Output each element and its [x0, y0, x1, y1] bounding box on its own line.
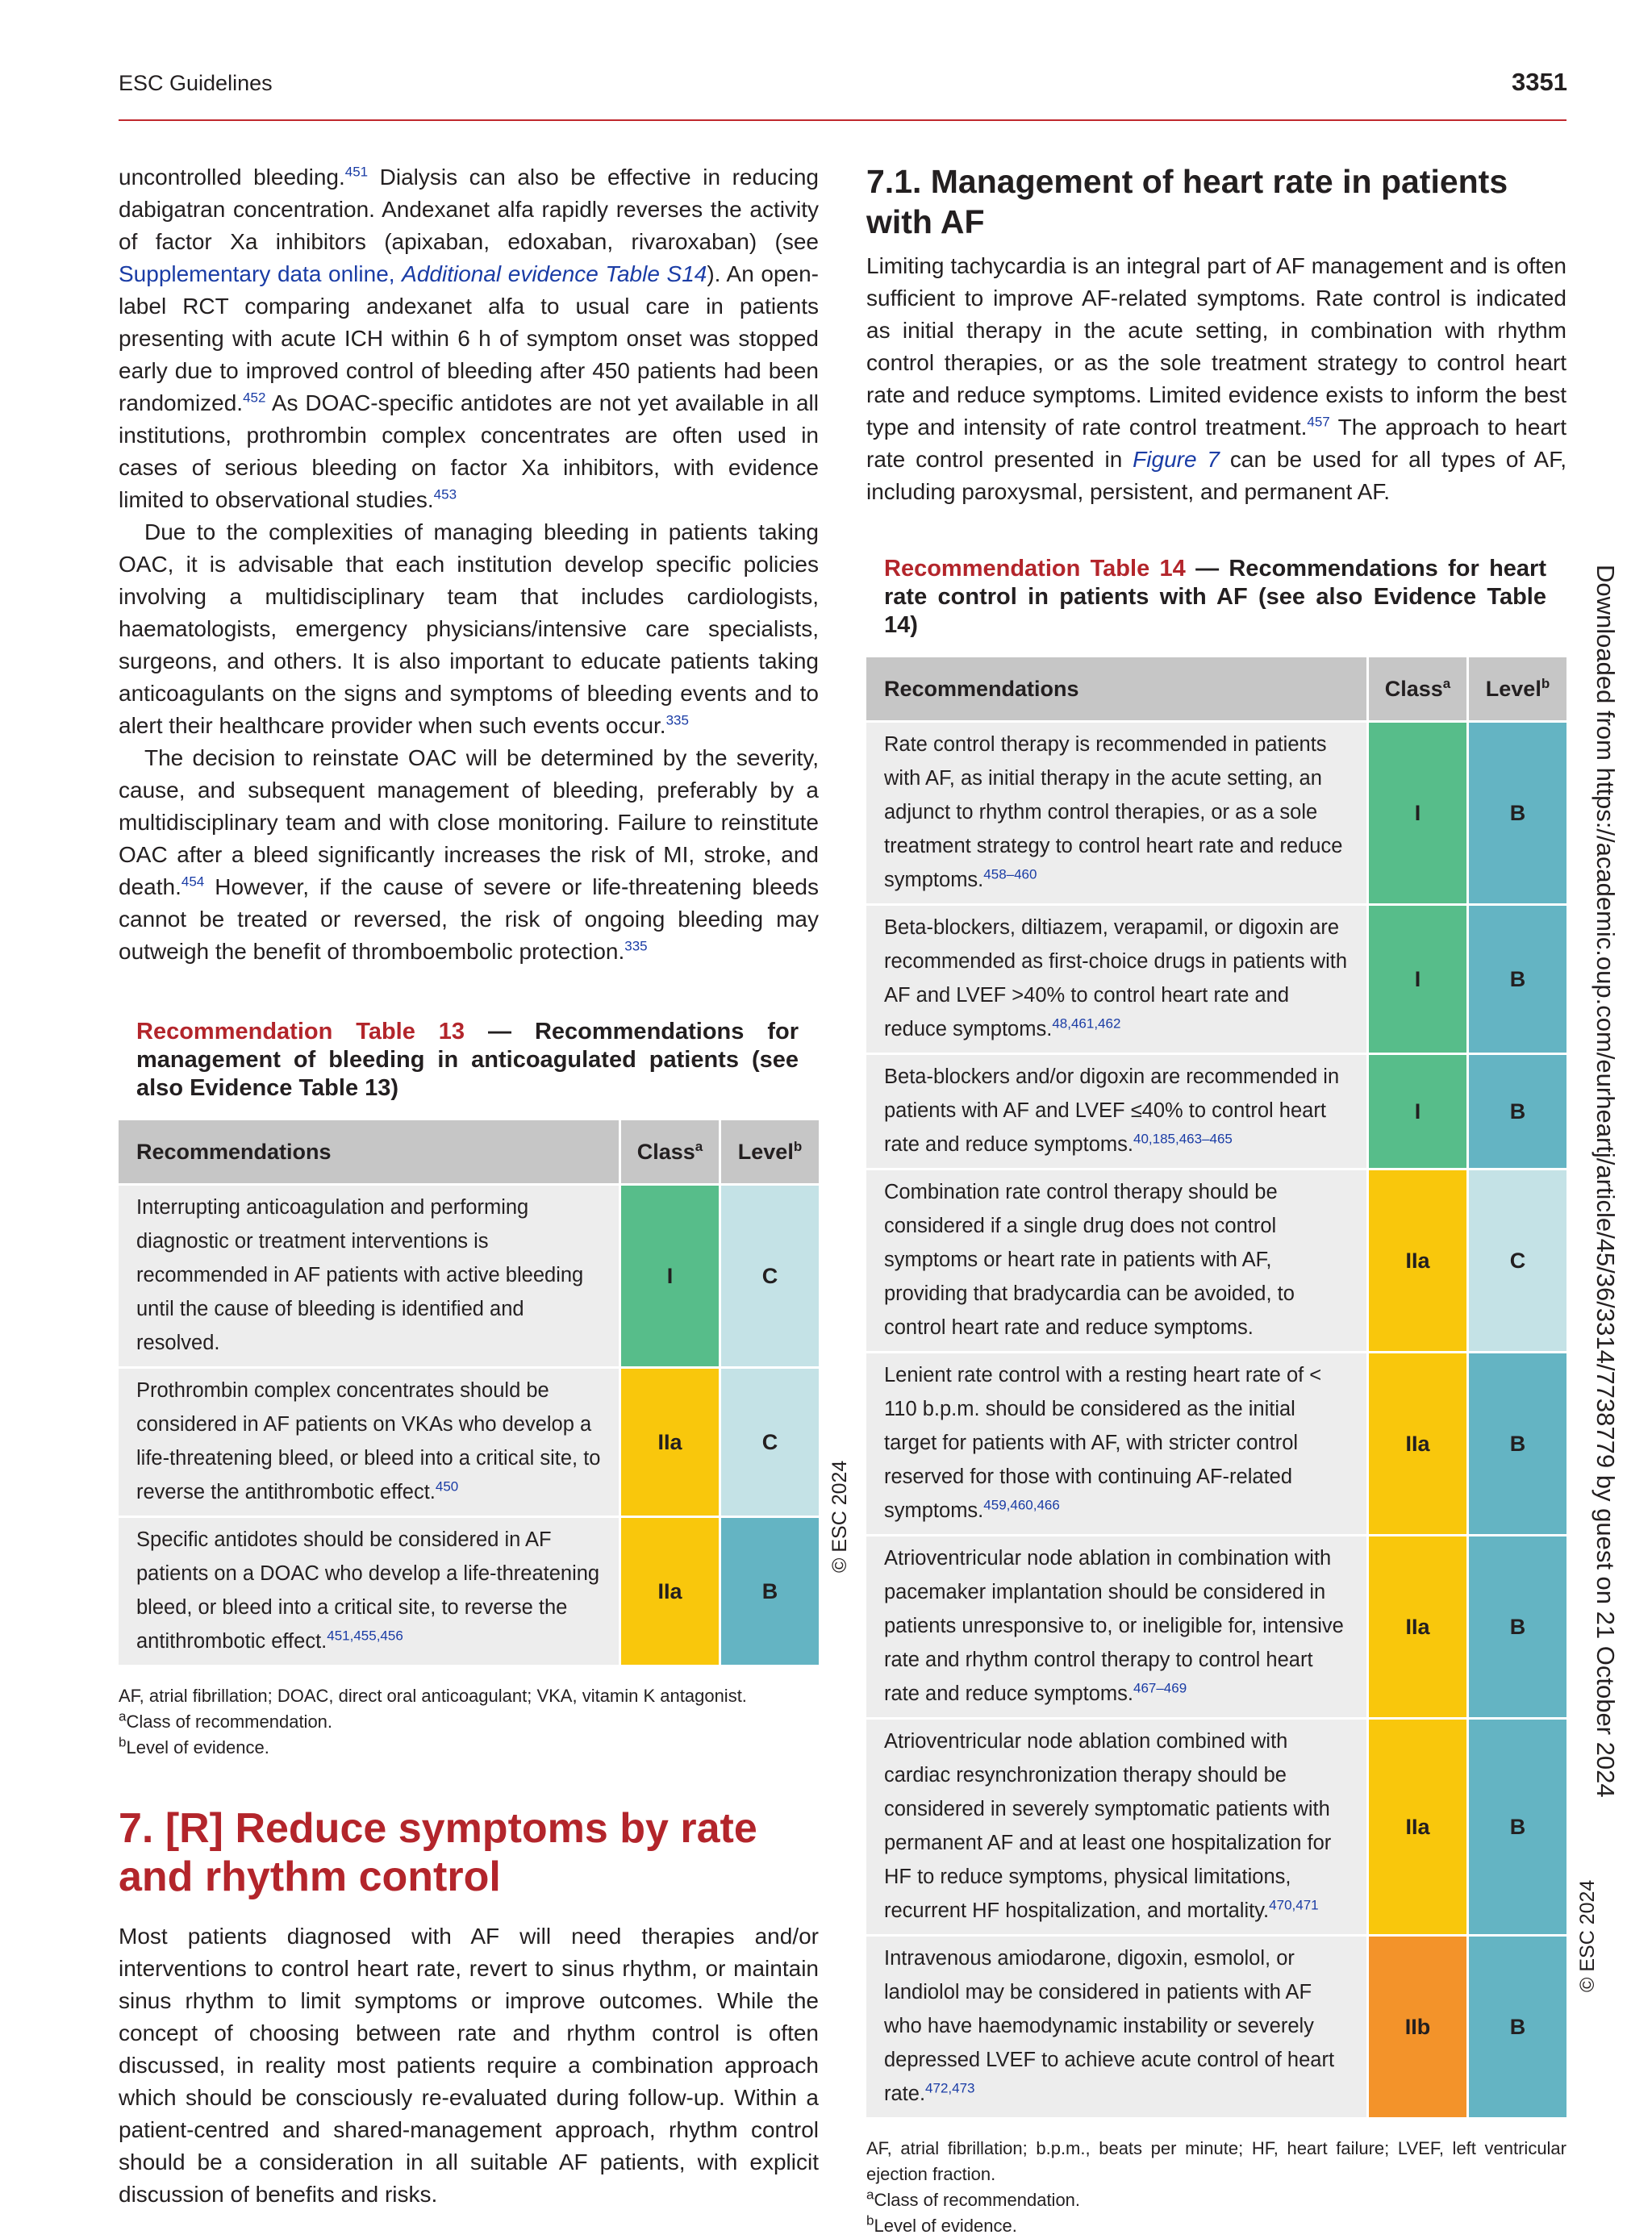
recommendation-text: Lenient rate control with a resting heart rate of < 110 b.p.m. should be considered as the initial target for patients with AF, with stricter control reserved for those with continuing AF-related symptoms.$^{459,460,466}$ [866, 1353, 1368, 1536]
citation[interactable]: 472,473 [925, 2080, 975, 2096]
paragraph-institution-policies: Due to the complexities of managing bleeding in patients taking OAC, it is advisable that each institution develop specific policies involving a multidisciplinary team that includes cardiologists, haematologists, emergency physicians/intensive care specialists, surgeons, and others. It is also important to educate patients taking anticoagulants on the signs and symptoms of bleeding events and to alert their healthcare provider when such events occur.$^{335}$ [119, 519, 819, 738]
level-badge: B [1468, 1719, 1567, 1936]
table-row [866, 1353, 1566, 1536]
column-header-recommendations: Recommendations [119, 1120, 620, 1185]
figure-7-link[interactable]: Figure 7 [1133, 447, 1220, 472]
citation[interactable]: 457 [1307, 414, 1330, 430]
citation[interactable]: 40,185,463–465 [1133, 1131, 1233, 1147]
recommendation-text: Beta-blockers, diltiazem, verapamil, or digoxin are recommended as first-choice drugs in patients with AF and LVEF >40% to control heart rate and reduce symptoms.$^{48,461,462}$ [866, 905, 1368, 1054]
citation[interactable]: 451 [344, 164, 369, 180]
table13-footnotes: AF, atrial fibrillation; DOAC, direct oral anticoagulant; VKA, vitamin K antagonist. $^a$Class of recommendation. $^b$Level of evidence. [119, 1686, 747, 1757]
citation[interactable]: 335 [624, 938, 648, 954]
class-badge: IIb [1368, 1936, 1468, 2119]
recommendation-text: Combination rate control therapy should be considered if a single drug does not control symptoms or heart rate in patients with AF, providing that bradycardia can be avoided, to control heart rate and reduce symptoms. [866, 1170, 1368, 1353]
level-badge: B [720, 1517, 820, 1666]
citation[interactable]: 470,471 [1269, 1897, 1319, 1913]
level-badge: B [1468, 1536, 1567, 1719]
class-badge: IIa [620, 1517, 720, 1666]
table14-footnotes: AF, atrial fibrillation; b.p.m., beats per minute; HF, heart failure; LVEF, left ventricular ejection fraction. $^a$Class of recommendation. $^b$Level of evidence. [866, 2138, 1566, 2236]
citation[interactable]: 454 [181, 874, 205, 890]
section-7-text: Most patients diagnosed with AF will need therapies and/or interventions to control heart rate, revert to sinus rhythm, or maintain sinus rhythm to limit symptoms or improve outcomes. While the concept of choosing between rate and rhythm control is often discussed, in reality most patients require a combination approach which should be consciously re-evaluated during follow-up. Within a patient-centred and shared-management approach, rhythm control should be a consideration in all suitable AF patients, with explicit discussion of benefits and risks. [119, 1924, 819, 2207]
table-row [866, 1536, 1566, 1719]
class-badge: IIa [1368, 1170, 1468, 1353]
level-badge: B [1468, 1936, 1567, 2119]
citation[interactable]: 458–460 [983, 866, 1037, 882]
column-header-class: Class$^a$ [1368, 657, 1468, 722]
class-badge: I [1368, 722, 1468, 905]
class-badge: IIa [1368, 1353, 1468, 1536]
citation[interactable]: 450 [435, 1478, 459, 1495]
citation[interactable]: 453 [433, 486, 457, 502]
class-badge: I [1368, 1054, 1468, 1170]
table-row [119, 1185, 819, 1368]
citation[interactable]: 452 [243, 390, 266, 406]
recommendation-text: Intravenous amiodarone, digoxin, esmolol, or landiolol may be considered in patients with AF who have haemodynamic instability or severely depressed LVEF to achieve acute control of heart rate.$^{472,473}$ [866, 1936, 1368, 2119]
recommendation-text: Prothrombin complex concentrates should be considered in AF patients on VKAs who develop a life-threatening bleed, or bleed into a critical site, to reverse the antithrombotic effect.$^{450}$ [119, 1368, 620, 1517]
level-badge: B [1468, 905, 1567, 1054]
table-row [866, 1054, 1566, 1170]
section-7-1-heading: 7.1. Management of heart rate in patients with AF [866, 163, 1508, 240]
table13-title: Recommendation Table 13 — Recommendations for management of bleeding in anticoagulated patients (see also Evidence Table 13) [136, 1019, 799, 1101]
section-7-1-text: Limiting tachycardia is an integral part of AF management and is often sufficient to improve AF-related symptoms. Rate control is indicated as initial therapy in the acute setting, in combination with rhythm control therapies, or as the sole treatment strategy to control heart rate and reduce symptoms. Limited evidence exists to inform the best type and intensity of rate control treatment.$^{457}$ The approach to heart rate control presented in Figure 7 can be used for all types of AF, including paroxysmal, persistent, and permanent AF. [866, 253, 1566, 504]
citation[interactable]: 451,455,456 [327, 1628, 403, 1644]
recommendation-text: Rate control therapy is recommended in patients with AF, as initial therapy in the acute setting, an adjunct to rhythm control therapies, or as a sole treatment strategy to control heart rate and reduce symptoms.$^{458-460}$ [866, 722, 1368, 905]
level-badge: B [1468, 1054, 1567, 1170]
recommendation-table-14 [866, 657, 1566, 2120]
table14-title: Recommendation Table 14 — Recommendations for heart rate control in patients with AF (see also Evidence Table 14) [884, 556, 1546, 638]
running-header: ESC Guidelines [119, 71, 273, 95]
header-rule [119, 119, 1566, 121]
column-header-recommendations: Recommendations [866, 657, 1368, 722]
table-row [866, 1719, 1566, 1936]
level-badge: B [1468, 722, 1567, 905]
supplementary-link[interactable]: Supplementary data online, [119, 261, 403, 286]
recommendation-table-13 [119, 1120, 819, 1667]
left-column [119, 161, 819, 2211]
section-7-heading: 7. [R] Reduce symptoms by rate and rhythm control [119, 1805, 757, 1900]
class-badge: IIa [1368, 1719, 1468, 1936]
recommendation-text: Specific antidotes should be considered in AF patients on a DOAC who develop a life-threatening bleed, or bleed into a critical site, to reverse the antithrombotic effect.$^{451,455,456}$ [119, 1517, 620, 1666]
right-column [866, 161, 1566, 2239]
citation[interactable]: 48,461,462 [1052, 1015, 1121, 1032]
evidence-table-link[interactable]: Additional evidence Table S14 [402, 261, 707, 286]
table-row [866, 722, 1566, 905]
level-badge: C [1468, 1170, 1567, 1353]
recommendation-text: Atrioventricular node ablation combined with cardiac resynchronization therapy should be considered in severely symptomatic patients with permanent AF and at least one hospitalization for HF to reduce symptoms, physical limitations, recurrent HF hospitalization, and mortality.$^{470,471}$ [866, 1719, 1368, 1936]
level-badge: B [1468, 1353, 1567, 1536]
download-watermark: Downloaded from https://academic.oup.com/eurheartj/article/45/36/3314/7738779 by guest on 21 October 2024 [1592, 565, 1620, 1798]
table-row [866, 1936, 1566, 2119]
class-badge: I [620, 1185, 720, 1368]
citation[interactable]: 459,460,466 [983, 1497, 1060, 1513]
table-row [866, 1170, 1566, 1353]
level-badge: C [720, 1368, 820, 1517]
table-row [119, 1368, 819, 1517]
recommendation-text: Beta-blockers and/or digoxin are recommended in patients with AF and LVEF ≤40% to control heart rate and reduce symptoms.$^{40,185,463-465}$ [866, 1054, 1368, 1170]
level-badge: C [720, 1185, 820, 1368]
column-header-level: Level$^b$ [1468, 657, 1567, 722]
table-row [119, 1517, 819, 1666]
page-number: 3351 [1512, 68, 1567, 96]
paragraph-reinstate-oac: The decision to reinstate OAC will be determined by the severity, cause, and subsequent management of bleeding, preferably by a multidisciplinary team and with close monitoring. Failure to reinstitute OAC after a bleed significantly increases the risk of MI, stroke, and death.$^{454}$ However, if the cause of severe or life-threatening bleeds cannot be treated or reversed, the risk of ongoing bleeding may outweigh the benefit of thromboembolic protection.$^{335}$ [119, 745, 819, 964]
table13-copyright: © ESC 2024 [828, 1460, 851, 1573]
citation[interactable]: 467–469 [1133, 1680, 1187, 1696]
citation[interactable]: 335 [665, 712, 689, 728]
column-header-class: Class$^a$ [620, 1120, 720, 1185]
class-badge: I [1368, 905, 1468, 1054]
recommendation-text: Interrupting anticoagulation and performing diagnostic or treatment interventions is recommended in AF patients with active bleeding until the cause of bleeding is identified and resolved. [119, 1185, 620, 1368]
paragraph-bleeding-reversal: uncontrolled bleeding.$^{451}$ Dialysis can also be effective in reducing dabigatran concentration. Andexanet alfa rapidly reverses the activity of factor Xa inhibitors (apixaban, edoxaban, rivaroxaban) (see Supplementary data online, Additional evidence Table S14). An open-label RCT comparing andexanet alfa to usual care in patients presenting with acute ICH within 6 h of symptom onset was stopped early due to improved control of bleeding after 450 patients had been randomized.$^{452}$ As DOAC-specific antidotes are not yet available in all institutions, prothrombin complex concentrates are often used in cases of serious bleeding on factor Xa inhibitors, with evidence limited to observational studies.$^{453}$ [119, 164, 819, 512]
table14-copyright: © ESC 2024 [1576, 1879, 1599, 1992]
recommendation-text: Atrioventricular node ablation in combination with pacemaker implantation should be considered in patients unresponsive to, or ineligible for, intensive rate and rhythm control therapy to control heart rate and reduce symptoms.$^{467-469}$ [866, 1536, 1368, 1719]
column-header-level: Level$^b$ [720, 1120, 820, 1185]
class-badge: IIa [620, 1368, 720, 1517]
class-badge: IIa [1368, 1536, 1468, 1719]
table-row [866, 905, 1566, 1054]
